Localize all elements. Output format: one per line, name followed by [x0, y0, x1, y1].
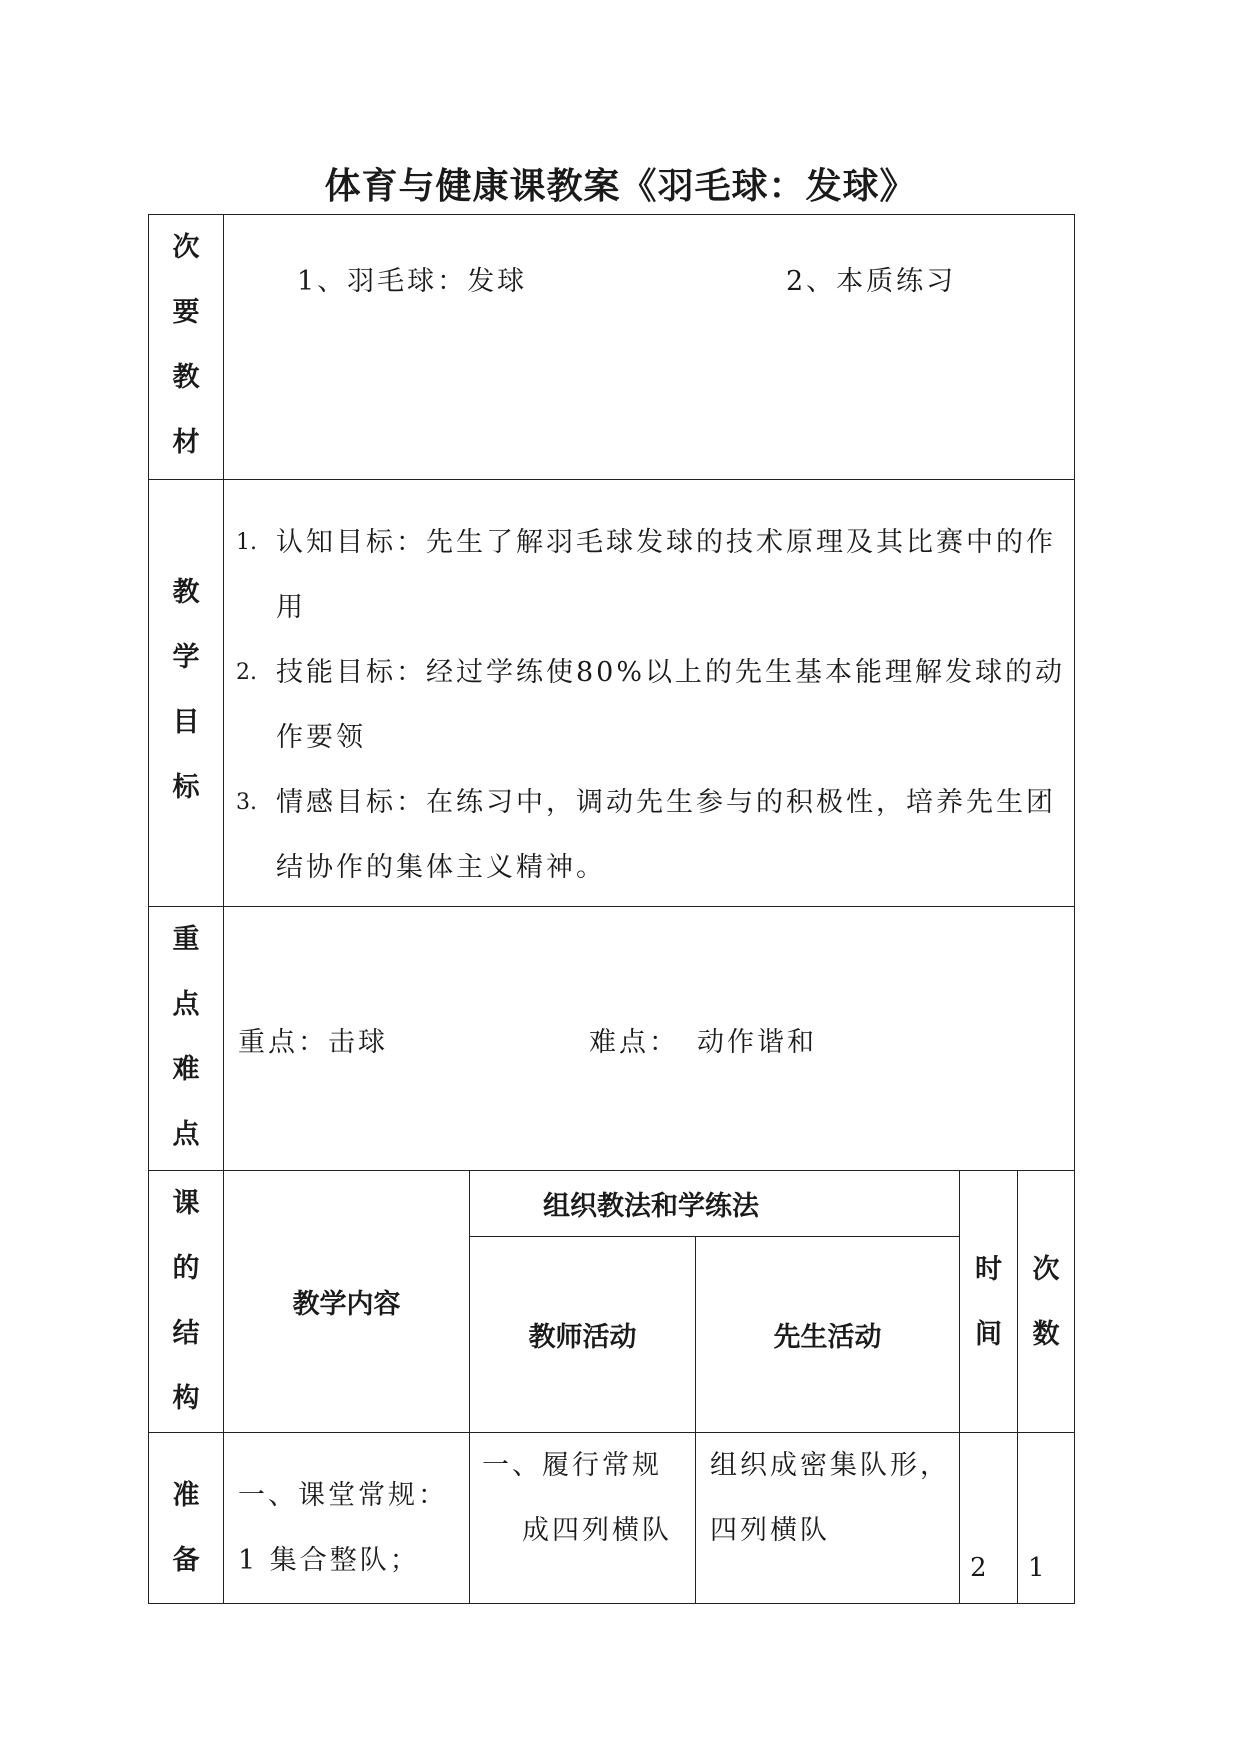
time-header: 时 间 — [960, 1171, 1018, 1433]
teacher-header: 教师活动 — [470, 1237, 696, 1433]
objective-item: 2. 技能目标：经过学练使80%以上的先生基本能理解发球的动 作要领 — [236, 657, 1066, 753]
key-point: 重点：击球 — [238, 1027, 388, 1058]
objectives-list — [224, 510, 1074, 900]
prep-row — [149, 1433, 1075, 1604]
objective-item: 3. 情感目标：在练习中，调动先生参与的积极性，培养先生团 结协作的集体主义精神。 — [236, 787, 1056, 883]
structure-label: 课 的 结 构 — [149, 1171, 224, 1433]
content-header: 教学内容 — [224, 1171, 470, 1433]
lesson-plan-table — [148, 214, 1075, 1604]
prep-count: 1 — [1018, 1433, 1075, 1604]
structure-header-row — [149, 1171, 1075, 1237]
key-points-row — [149, 907, 1075, 1171]
count-header: 次 数 — [1018, 1171, 1075, 1433]
prep-content: 一、课堂常规： 1 集合整队； — [224, 1433, 470, 1604]
objectives-label: 教 学 目 标 — [149, 480, 224, 907]
objective-item: 1. 认知目标：先生了解羽毛球发球的技术原理及其比赛中的作 用 — [236, 527, 1056, 623]
prep-teacher: 一、履行常规 成四列横队 — [470, 1433, 696, 1604]
student-header: 先生活动 — [696, 1237, 960, 1433]
materials-label: 次 要 教 材 — [149, 215, 224, 480]
prep-label: 准 备 — [149, 1433, 224, 1604]
page-title: 体育与健康课教案《羽毛球：发球》 — [324, 166, 917, 207]
org-header: 组织教法和学练法 — [470, 1171, 960, 1237]
materials-row — [149, 215, 1075, 480]
materials-content — [224, 215, 1075, 480]
difficulty-label: 难点： — [589, 1027, 679, 1058]
materials-item-1: 1、羽毛球：发球 — [297, 266, 528, 297]
prep-student: 组织成密集队形， 四列横队 — [696, 1433, 960, 1604]
key-points-label: 重 点 难 点 — [149, 907, 224, 1171]
key-points-content — [224, 907, 1075, 1171]
prep-time: 2 — [960, 1433, 1018, 1604]
objectives-row — [149, 480, 1075, 907]
materials-item-2: 2、本质练习 — [786, 266, 957, 297]
difficulty-point: 动作谐和 — [697, 1027, 817, 1058]
objectives-content — [224, 480, 1075, 907]
